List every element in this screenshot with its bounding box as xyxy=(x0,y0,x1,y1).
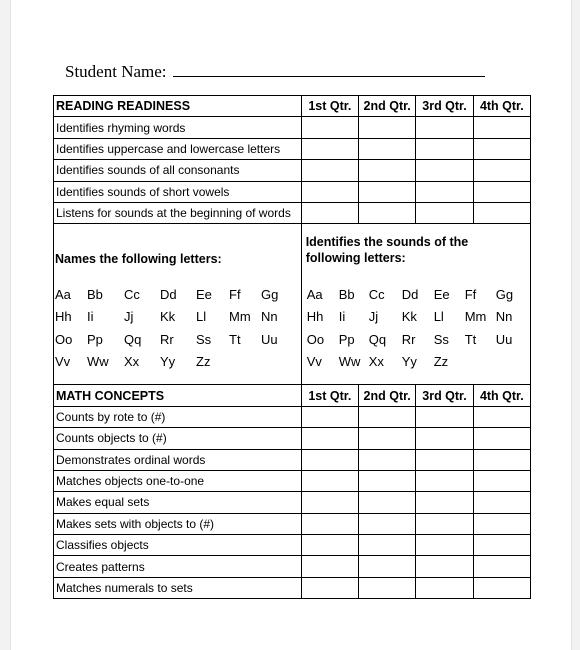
reading-skill-row xyxy=(54,160,531,181)
math-quarter-2-header: 2nd Qtr. xyxy=(359,385,416,406)
reading-quarter-3-cell[interactable] xyxy=(416,138,473,159)
math-skill-label: Classifies objects xyxy=(54,535,302,556)
math-quarter-2-cell[interactable] xyxy=(359,556,416,577)
sounds-letter-pair: Mm xyxy=(464,309,487,325)
names-letter-pair: Hh xyxy=(55,309,72,325)
names-letter-pair: Yy xyxy=(160,354,176,370)
names-letter-pair: Nn xyxy=(261,309,278,325)
math-quarter-2-cell[interactable] xyxy=(359,535,416,556)
sounds-letter-pair: Qq xyxy=(368,331,387,347)
math-header-row xyxy=(54,385,531,406)
reading-quarter-1-cell[interactable] xyxy=(301,202,358,223)
names-letter-pair: Ss xyxy=(196,331,212,347)
math-quarter-3-cell[interactable] xyxy=(416,535,473,556)
names-letter-pair: Gg xyxy=(261,286,279,302)
sounds-heading-line-1: Identifies the sounds of the xyxy=(305,235,469,250)
math-quarter-2-cell[interactable] xyxy=(359,406,416,427)
student-name-blank[interactable] xyxy=(173,62,485,77)
names-letter-pair: Vv xyxy=(55,354,71,370)
reading-quarter-4-header: 4th Qtr. xyxy=(473,96,530,117)
reading-quarter-4-cell[interactable] xyxy=(473,181,530,202)
reading-section xyxy=(54,96,531,224)
sounds-letter-pair: Ff xyxy=(464,286,477,302)
math-quarter-2-cell[interactable] xyxy=(359,449,416,470)
names-letter-row xyxy=(54,328,290,351)
sounds-letter-pair: Zz xyxy=(433,354,449,370)
math-skill-row xyxy=(54,513,531,534)
math-quarter-3-cell[interactable] xyxy=(416,428,473,449)
math-skill-label: Makes equal sets xyxy=(54,492,302,513)
sounds-letter-row xyxy=(306,306,525,329)
reading-quarter-1-header: 1st Qtr. xyxy=(301,96,358,117)
reading-quarter-3-cell[interactable] xyxy=(416,181,473,202)
document-page xyxy=(10,0,572,650)
names-letters-grid xyxy=(54,283,290,373)
reading-header-row xyxy=(54,96,531,117)
reading-skill-label: Identifies rhyming words xyxy=(54,117,302,138)
math-quarter-2-cell[interactable] xyxy=(359,577,416,598)
math-skill-label: Matches objects one-to-one xyxy=(54,470,302,491)
sounds-letter-row xyxy=(306,328,525,351)
reading-quarter-1-cell[interactable] xyxy=(301,117,358,138)
math-quarter-1-cell[interactable] xyxy=(301,428,358,449)
sounds-letter-pair: Dd xyxy=(401,286,419,302)
math-quarter-4-cell[interactable] xyxy=(473,449,530,470)
reading-skill-row xyxy=(54,117,531,138)
reading-quarter-3-cell[interactable] xyxy=(416,202,473,223)
names-letters-heading: Names the following letters: xyxy=(55,252,222,267)
math-skill-row xyxy=(54,428,531,449)
math-skill-row xyxy=(54,492,531,513)
student-name-label: Student Name: xyxy=(65,62,167,81)
names-letter-pair: Ff xyxy=(229,286,241,302)
reading-quarter-2-cell[interactable] xyxy=(359,117,416,138)
reading-quarter-3-cell[interactable] xyxy=(416,117,473,138)
names-letter-pair: Rr xyxy=(160,331,174,347)
math-skill-row xyxy=(54,449,531,470)
reading-quarter-2-header: 2nd Qtr. xyxy=(359,96,416,117)
sounds-letter-pair: Pp xyxy=(338,331,355,347)
sounds-letter-pair: Hh xyxy=(306,309,324,325)
math-quarter-4-cell[interactable] xyxy=(473,428,530,449)
reading-quarter-2-cell[interactable] xyxy=(359,181,416,202)
math-quarter-3-cell[interactable] xyxy=(416,470,473,491)
names-letter-pair: Ll xyxy=(196,309,207,325)
sounds-letter-pair: Ii xyxy=(338,309,346,325)
sounds-letter-pair: Yy xyxy=(401,354,417,370)
math-quarter-3-cell[interactable] xyxy=(416,449,473,470)
student-name-line xyxy=(65,62,485,82)
sounds-letters-heading xyxy=(306,234,469,266)
math-quarter-4-cell[interactable] xyxy=(473,577,530,598)
reading-quarter-4-cell[interactable] xyxy=(473,138,530,159)
math-skill-row xyxy=(54,406,531,427)
names-letter-pair: Oo xyxy=(55,331,73,347)
sounds-letter-pair: Ee xyxy=(433,286,450,302)
names-letter-pair: Kk xyxy=(160,309,176,325)
reading-quarter-2-cell[interactable] xyxy=(359,160,416,181)
names-letter-pair: Uu xyxy=(261,331,278,347)
sounds-letter-pair: Tt xyxy=(464,331,477,347)
names-letter-pair: Xx xyxy=(124,354,140,370)
sounds-letter-pair: Uu xyxy=(495,331,513,347)
sounds-letter-pair: Kk xyxy=(401,309,417,325)
math-quarter-2-cell[interactable] xyxy=(359,492,416,513)
reading-skill-label: Identifies sounds of all consonants xyxy=(54,160,302,181)
sounds-heading-line-2: following letters: xyxy=(305,251,406,266)
sounds-letter-pair: Bb xyxy=(338,286,355,302)
math-skill-row xyxy=(54,577,531,598)
names-letter-pair: Ii xyxy=(87,309,94,325)
math-quarter-4-cell[interactable] xyxy=(473,556,530,577)
reading-quarter-1-cell[interactable] xyxy=(301,160,358,181)
sounds-letter-pair: Oo xyxy=(306,331,325,347)
math-quarter-2-cell[interactable] xyxy=(359,428,416,449)
names-letter-pair: Qq xyxy=(124,331,142,347)
sounds-letter-pair: Ww xyxy=(338,354,361,370)
math-quarter-2-cell[interactable] xyxy=(359,470,416,491)
reading-skill-label: Identifies sounds of short vowels xyxy=(54,181,302,202)
math-quarter-1-cell[interactable] xyxy=(301,406,358,427)
sounds-letter-pair: Cc xyxy=(368,286,385,302)
math-skill-row xyxy=(54,556,531,577)
letters-row xyxy=(54,224,531,385)
math-quarter-1-header: 1st Qtr. xyxy=(301,385,358,406)
sounds-letter-pair: Aa xyxy=(306,286,323,302)
math-quarter-4-header: 4th Qtr. xyxy=(473,385,530,406)
names-letter-pair: Aa xyxy=(55,286,71,302)
reading-heading: READING READINESS xyxy=(54,96,302,117)
reading-skill-label: Listens for sounds at the beginning of words xyxy=(54,202,302,223)
sounds-letter-pair: Rr xyxy=(401,331,416,347)
names-letter-pair: Cc xyxy=(124,286,140,302)
math-skill-label: Counts by rote to (#) xyxy=(54,406,302,427)
reading-quarter-2-cell[interactable] xyxy=(359,138,416,159)
math-quarter-1-cell[interactable] xyxy=(301,577,358,598)
reading-quarter-4-cell[interactable] xyxy=(473,160,530,181)
reading-quarter-4-cell[interactable] xyxy=(473,117,530,138)
names-letters-cell xyxy=(54,224,302,385)
math-skill-label: Makes sets with objects to (#) xyxy=(54,513,302,534)
math-quarter-4-cell[interactable] xyxy=(473,406,530,427)
reading-skill-label: Identifies uppercase and lowercase letters xyxy=(54,138,302,159)
math-section xyxy=(54,385,531,599)
math-quarter-1-cell[interactable] xyxy=(301,470,358,491)
reading-quarter-3-cell[interactable] xyxy=(416,160,473,181)
names-letter-pair: Jj xyxy=(124,309,134,325)
sounds-letter-pair: Ll xyxy=(433,309,444,325)
names-letter-pair: Tt xyxy=(229,331,241,347)
reading-quarter-2-cell[interactable] xyxy=(359,202,416,223)
sounds-letter-pair: Nn xyxy=(495,309,513,325)
reading-skill-row xyxy=(54,202,531,223)
math-quarter-1-cell[interactable] xyxy=(301,556,358,577)
reading-quarter-1-cell[interactable] xyxy=(301,138,358,159)
sounds-letter-pair: Vv xyxy=(306,354,322,370)
sounds-letter-pair: Gg xyxy=(495,286,514,302)
math-quarter-1-cell[interactable] xyxy=(301,535,358,556)
names-letter-pair: Dd xyxy=(160,286,177,302)
math-heading: MATH CONCEPTS xyxy=(54,385,302,406)
math-quarter-1-cell[interactable] xyxy=(301,492,358,513)
names-letter-pair: Ww xyxy=(87,354,109,370)
math-skill-label: Counts objects to (#) xyxy=(54,428,302,449)
math-quarter-4-cell[interactable] xyxy=(473,535,530,556)
sounds-letter-row xyxy=(306,351,525,374)
names-letter-pair: Pp xyxy=(87,331,103,347)
math-quarter-1-cell[interactable] xyxy=(301,449,358,470)
letters-section xyxy=(54,224,531,385)
names-letter-row xyxy=(54,283,290,306)
progress-report-table xyxy=(53,95,531,599)
math-skill-row xyxy=(54,535,531,556)
names-letter-pair: Mm xyxy=(229,309,251,325)
math-quarter-4-cell[interactable] xyxy=(473,513,530,534)
sounds-letter-pair: Xx xyxy=(368,354,384,370)
math-quarter-2-cell[interactable] xyxy=(359,513,416,534)
math-skill-label: Creates patterns xyxy=(54,556,302,577)
names-letter-pair: Zz xyxy=(196,354,211,370)
sounds-letter-row xyxy=(306,283,525,306)
sounds-letters-cell xyxy=(301,224,530,385)
math-skill-row xyxy=(54,470,531,491)
math-quarter-1-cell[interactable] xyxy=(301,513,358,534)
math-quarter-4-cell[interactable] xyxy=(473,470,530,491)
math-quarter-3-cell[interactable] xyxy=(416,406,473,427)
reading-skill-row xyxy=(54,138,531,159)
sounds-letter-pair: Jj xyxy=(368,309,379,325)
names-letter-pair: Bb xyxy=(87,286,103,302)
names-letter-row xyxy=(54,306,290,329)
math-skill-label: Demonstrates ordinal words xyxy=(54,449,302,470)
reading-quarter-3-header: 3rd Qtr. xyxy=(416,96,473,117)
math-skill-label: Matches numerals to sets xyxy=(54,577,302,598)
reading-skill-row xyxy=(54,181,531,202)
math-quarter-3-cell[interactable] xyxy=(416,513,473,534)
math-quarter-3-cell[interactable] xyxy=(416,577,473,598)
sounds-letters-grid xyxy=(306,283,525,373)
sounds-letter-pair: Ss xyxy=(433,331,449,347)
math-quarter-4-cell[interactable] xyxy=(473,492,530,513)
math-quarter-3-cell[interactable] xyxy=(416,492,473,513)
math-quarter-3-cell[interactable] xyxy=(416,556,473,577)
reading-quarter-4-cell[interactable] xyxy=(473,202,530,223)
names-letter-row xyxy=(54,351,290,374)
math-quarter-3-header: 3rd Qtr. xyxy=(416,385,473,406)
reading-quarter-1-cell[interactable] xyxy=(301,181,358,202)
names-letter-pair: Ee xyxy=(196,286,212,302)
